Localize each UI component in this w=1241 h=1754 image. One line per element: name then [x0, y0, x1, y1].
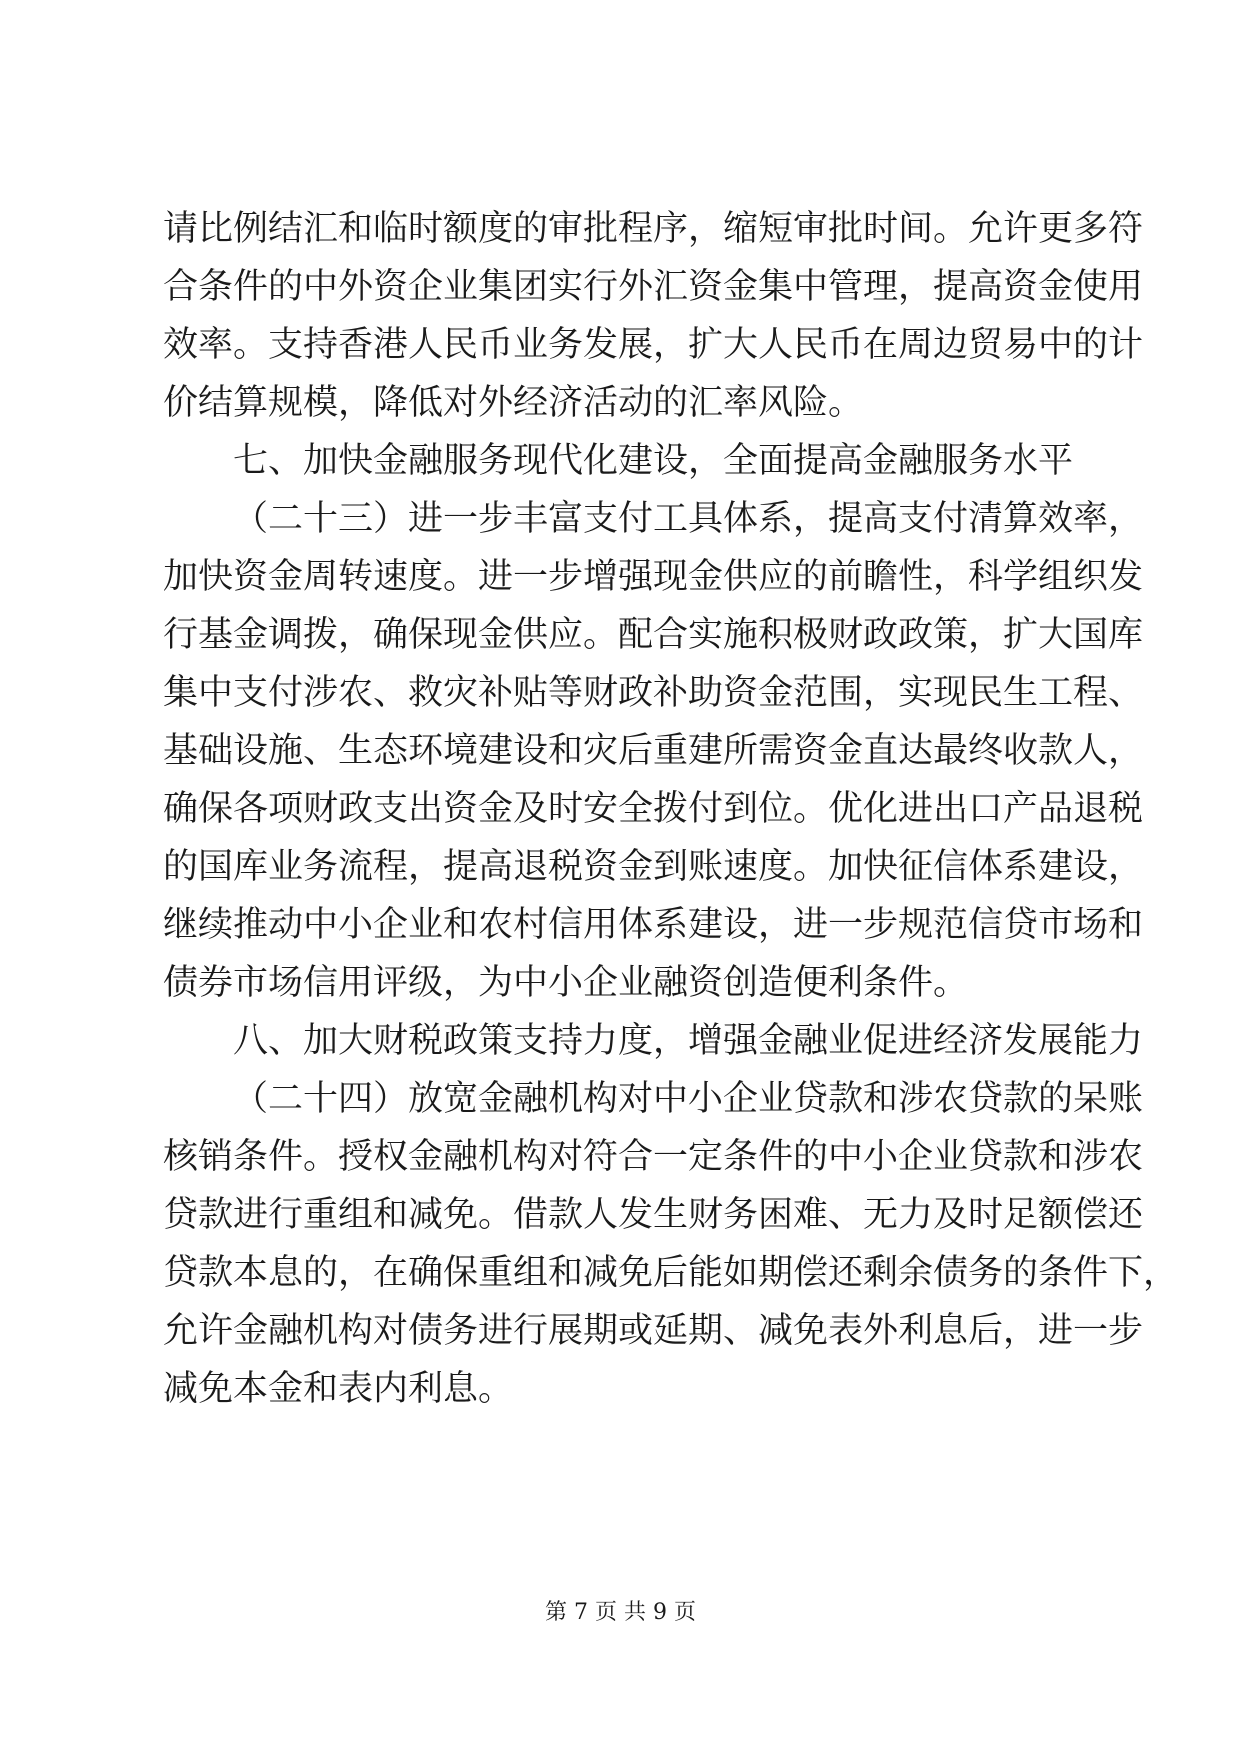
body-text-line: 允许金融机构对债务进行展期或延期、减免表外利息后，进一步 — [163, 1311, 1144, 1351]
body-text-line: 合条件的中外资企业集团实行外汇资金集中管理，提高资金使用 — [163, 267, 1144, 307]
body-text-line: 减免本金和表内利息。 — [163, 1369, 514, 1409]
body-text-line: 效率。支持香港人民币业务发展，扩大人民币在周边贸易中的计 — [163, 325, 1144, 365]
body-text-line: 确保各项财政支出资金及时安全拨付到位。优化进出口产品退税 — [163, 789, 1144, 829]
section-heading: 七、加快金融服务现代化建设，全面提高金融服务水平 — [233, 441, 1074, 481]
body-text-line: 贷款进行重组和减免。借款人发生财务困难、无力及时足额偿还 — [163, 1195, 1144, 1235]
body-text-line: 请比例结汇和临时额度的审批程序，缩短审批时间。允许更多符 — [163, 209, 1144, 249]
body-text-line: 债券市场信用评级，为中小企业融资创造便利条件。 — [163, 963, 969, 1003]
body-text-line: 加快资金周转速度。进一步增强现金供应的前瞻性，科学组织发 — [163, 557, 1144, 597]
body-text-line: 基础设施、生态环境建设和灾后重建所需资金直达最终收款人， — [163, 731, 1144, 771]
body-text-line: 集中支付涉农、救灾补贴等财政补助资金范围，实现民生工程、 — [163, 673, 1144, 713]
body-text-line: 行基金调拨，确保现金供应。配合实施积极财政政策，扩大国库 — [163, 615, 1144, 655]
body-text-line: （二十四）放宽金融机构对中小企业贷款和涉农贷款的呆账 — [233, 1079, 1144, 1119]
section-heading: 八、加大财税政策支持力度，增强金融业促进经济发展能力 — [233, 1021, 1144, 1061]
page-number-footer: 第 7 页 共 9 页 — [545, 1600, 696, 1625]
body-text-line: 核销条件。授权金融机构对符合一定条件的中小企业贷款和涉农 — [163, 1137, 1144, 1177]
body-text-line: 继续推动中小企业和农村信用体系建设，进一步规范信贷市场和 — [163, 905, 1144, 945]
body-text-line: 的国库业务流程，提高退税资金到账速度。加快征信体系建设， — [163, 847, 1144, 887]
body-text-line: 价结算规模，降低对外经济活动的汇率风险。 — [163, 383, 864, 423]
body-text-line: （二十三）进一步丰富支付工具体系，提高支付清算效率， — [233, 499, 1144, 539]
body-text-line: 贷款本息的，在确保重组和减免后能如期偿还剩余债务的条件下， — [163, 1253, 1179, 1293]
